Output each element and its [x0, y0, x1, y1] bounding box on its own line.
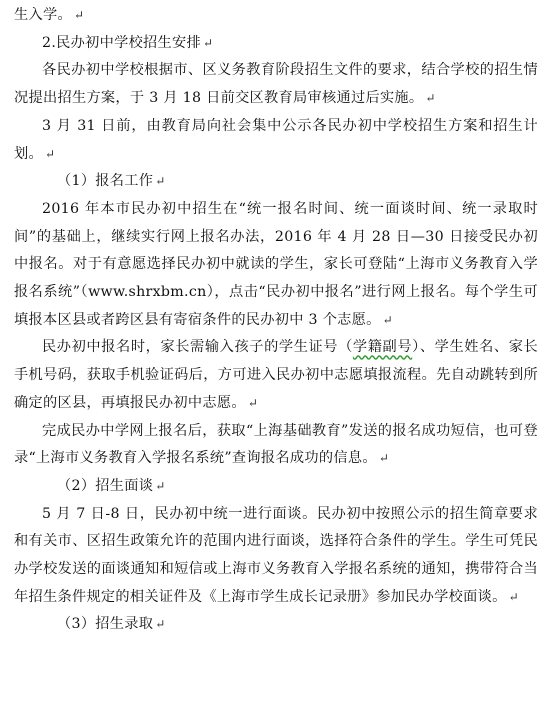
paragraph-text: 完成民办中学网上报名后，获取“上海基础教育”发送的报名成功短信，也可登录“上海市义务教育入学报名系统”查询报名成功的信息。 [14, 422, 538, 467]
paragraph-admission-plan [14, 57, 538, 112]
spellcheck-underlined-term: 学籍副号 [352, 339, 413, 356]
heading-text: （1）报名工作 [57, 173, 154, 190]
paragraph-mark-icon: ↵ [44, 146, 56, 161]
paragraph-mark-icon: ↵ [378, 451, 390, 466]
document-body [14, 2, 538, 639]
heading-text: （3）招生录取 [57, 616, 154, 633]
paragraph-text: 5 月 7 日-8 日，民办初中统一进行面谈。民办初中按照公示的招生简章要求和有关市、区招生政策允许的范围内进行面谈，选择符合条件的学生。学生可凭民办学校发送的面谈通知和短信或上海市义务教育入学报名系统的通知，携带符合当年招生条件规定的相关证件及《上海市学生成长记录册》参加民办学校面谈。 [14, 505, 538, 605]
paragraph-mark-icon: ↵ [247, 395, 259, 410]
subheading-interview [14, 473, 538, 501]
paragraph-mark-icon: ↵ [73, 8, 85, 22]
subheading-admission [14, 611, 538, 639]
paragraph-mark-icon: ↵ [203, 35, 214, 50]
paragraph-mark-icon: ↵ [382, 312, 394, 327]
paragraph-online-registration [14, 196, 538, 335]
paragraph-text: 生入学。 [14, 7, 72, 23]
paragraph-text: 3 月 31 日前，由教育局向社会集中公示各民办初中学校招生方案和招生计划。 [14, 117, 538, 162]
paragraph-registration-confirmation [14, 418, 538, 473]
paragraph-mark-icon: ↵ [155, 617, 166, 632]
paragraph-text: 2016 年本市民办初中招生在“统一报名时间、统一面谈时间、统一录取时间”的基础上，继续实行网上报名办法，2016 年 4 月 28 日—30 日接受民办初中报名。对于有意愿选择民办初中就读的学生，家长可登陆“上海市义务教育入学报名系统”（www.shrxbm.cn），点击“民办初中报名”进行网上报名。每个学生可填报本区县或者跨区县有寄宿条件的民办初中 3 个志愿。 [14, 200, 538, 328]
paragraph-mark-icon: ↵ [155, 478, 166, 493]
heading-text: （2）招生面谈 [57, 477, 154, 494]
paragraph-text: 各民办初中学校根据市、区义务教育阶段招生文件的要求，结合学校的招生情况提出招生方案，于 3 月 18 日前交区教育局审核通过后实施。 [14, 62, 538, 107]
paragraph-text: 民办初中报名时，家长需输入孩子的学生证号（ [42, 339, 353, 356]
paragraph-mark-icon: ↵ [425, 91, 436, 106]
paragraph-mark-icon: ↵ [508, 589, 519, 604]
paragraph-registration-steps [14, 334, 538, 417]
paragraph-intro-tail [14, 2, 538, 30]
paragraph-mark-icon: ↵ [155, 174, 166, 189]
subheading-registration [14, 168, 538, 196]
section-heading-private-schools [14, 30, 538, 58]
heading-text: 2.民办初中学校招生安排 [42, 34, 202, 51]
paragraph-text: ）、学生姓名、家长手机号码，获取手机验证码后，方可进入民办初中志愿填报流程。先自动跳转到所确定的区县，再填报民办初中志愿。 [14, 339, 538, 411]
paragraph-interview-details [14, 501, 538, 612]
paragraph-publicity [14, 113, 538, 168]
